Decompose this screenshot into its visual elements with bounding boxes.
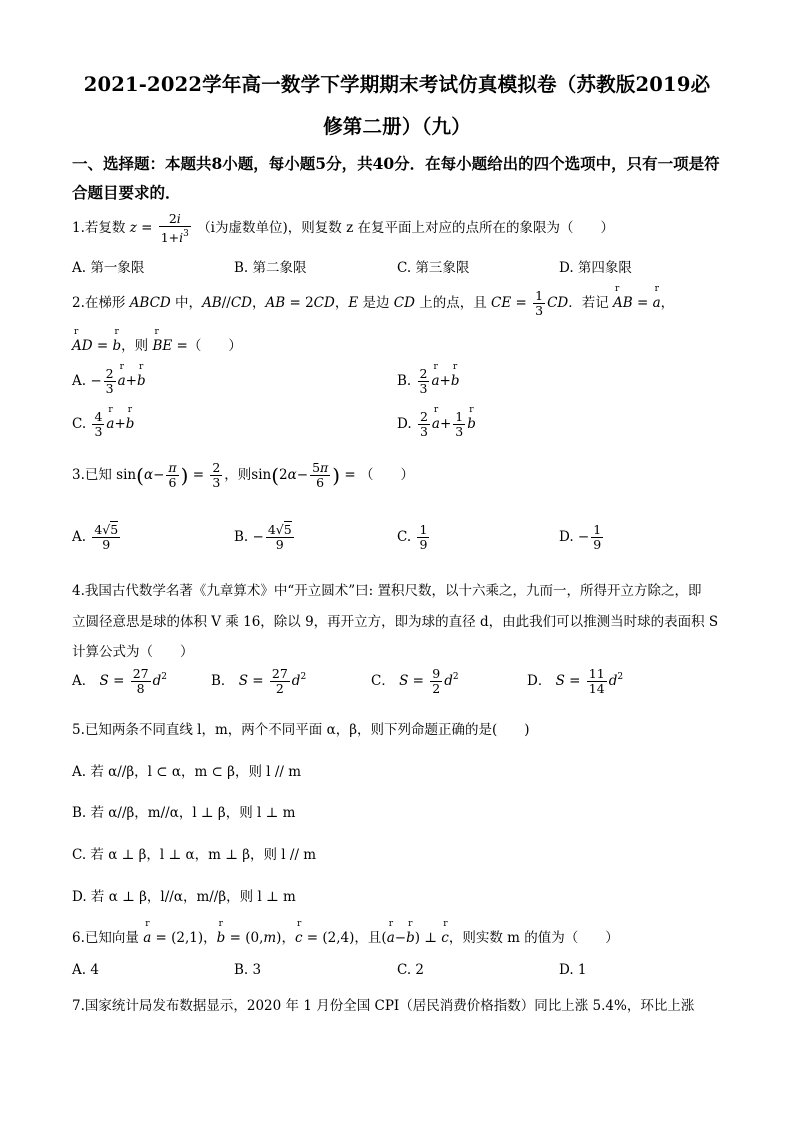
q3-option-a-label: A.	[72, 529, 87, 545]
q2-option-d-label: D.	[397, 416, 412, 432]
question-4-line3: 计算公式为（ ）	[72, 644, 194, 660]
question-3-stem: 3.已知 sin(α− $\frac{\pi}{6}$ ) = $\frac{2}{3}$ ，则sin(2α− $\frac{5\pi}{6}$ ) = （ ）	[72, 460, 414, 490]
q3-option-d: D. − $\frac{1}{9}$	[559, 522, 602, 552]
q6-prefix: 6.已知向量	[72, 930, 139, 946]
q3-option-a: A. $\frac{4√5}{9}$	[72, 522, 119, 552]
q1-option-b: B. 第二象限	[234, 260, 307, 276]
q4-option-d-label: D．	[527, 673, 552, 689]
q2-option-a: A. − $\frac{2}{3}$ r a+r b	[72, 367, 146, 396]
q3-option-c-label: C.	[397, 529, 412, 545]
q6-option-a: A. 4	[72, 962, 99, 978]
q2-option-c-label: C.	[72, 416, 87, 432]
q2-option-c: C. $\frac{4}{3}$ r a+r b	[72, 410, 134, 439]
question-7-line1: 7.国家统计局发布数据显示，2020 年 1 月份全国 CPI（居民消费价格指数）同比上涨 5.4%，环比上涨	[72, 998, 695, 1014]
q6-suffix: ，则实数 m 的值为（ ）	[448, 930, 619, 946]
question-4-line1: 4.我国古代数学名著《九章算术》中“开立圆术”曰: 置积尺数，以十六乘之，九而一，所得开立方除之，即	[72, 583, 702, 599]
q4-option-a-label: A．	[72, 673, 96, 689]
q5-option-a: A. 若 α//β，l ⊂ α，m ⊂ β，则 l // m	[72, 764, 302, 780]
q1-option-c: C. 第三象限	[397, 260, 470, 276]
q3-option-c: C. $\frac{1}{9}$	[397, 522, 428, 552]
question-1-stem: 1.若复数 z = $\frac{2i}{1+i^3}$ （i为虚数单位)，则复数 z 在复平面上对应的点所在的象限为（ ）	[72, 211, 614, 245]
q1-option-d: D. 第四象限	[559, 260, 632, 276]
q4-option-b: B． S = $\frac{27}{2}$ $d^2$	[211, 666, 307, 696]
q6-option-c: C. 2	[397, 962, 425, 978]
q2-option-d: D. $\frac{2}{3}$ r a+ $\frac{1}{3}$ r b	[397, 410, 476, 439]
q1-suffix: （i为虚数单位)，则复数 z 在复平面上对应的点所在的象限为（ ）	[197, 220, 614, 236]
section-heading: 一、选择题：本题共8小题，每小题5分，共40分．在每小题给出的四个选项中，只有一项是符合题目要求的．	[72, 154, 720, 202]
q3-option-b-label: B.	[234, 529, 249, 545]
q3-prefix: 3.已知	[72, 467, 112, 483]
q3-option-b: B. − $\frac{4√5}{9}$	[234, 522, 292, 552]
question-2-stem-line1: 2.在梯形 ABCD 中，AB//CD，AB = 2CD，E 是边 CD 上的点，且 CE = $\frac{1}{3}$ CD．若记 r AB = r a，	[72, 289, 674, 318]
question-4-line2: 立圆径意思是球的体积 V 乘 16，除以 9，再开立方，即为球的直径 d，由此我们可以推测当时球的表面积 S	[72, 614, 719, 630]
q2-fraction: $\frac{1}{3}$	[535, 288, 544, 318]
q3-blank: （ ）	[359, 467, 414, 483]
exam-title-line2: 修第二册）（九）	[323, 115, 471, 138]
q1-prefix: 1.若复数	[72, 220, 126, 236]
q1-option-a: A. 第一象限	[72, 260, 145, 276]
q2-option-b: B. $\frac{2}{3}$ r a+r b	[397, 367, 460, 396]
q4-option-a: A． S = $\frac{27}{8}$ $d^2$	[72, 666, 167, 696]
q4-option-c: C． S = $\frac{9}{2}$ $d^2$	[371, 666, 459, 696]
exam-title-line1: 2021-2022学年高一数学下学期期末考试仿真模拟卷（苏教版2019必	[83, 73, 711, 96]
q3-then: ，则	[224, 467, 252, 483]
q6-option-b: B. 3	[234, 962, 262, 978]
q3-option-d-label: D.	[559, 529, 574, 545]
q6-option-d: D. 1	[559, 962, 587, 978]
q2-option-b-label: B.	[397, 373, 412, 389]
q4-option-b-label: B．	[211, 673, 235, 689]
question-5-stem: 5.已知两条不同直线 l，m，两个不同平面 α，β，则下列命题正确的是( )	[72, 722, 530, 738]
q5-option-b: B. 若 α//β，m//α，l ⊥ β，则 l ⊥ m	[72, 805, 296, 821]
q2-option-a-label: A.	[72, 373, 87, 389]
question-2-stem-line2: r AD = r b，则 r BE =（ ）	[72, 334, 242, 354]
q2-then: ，则	[121, 338, 149, 354]
q2-prefix: 2.在梯形	[72, 295, 126, 311]
q4-option-c-label: C．	[371, 673, 395, 689]
q5-option-c: C. 若 α ⊥ β，l ⊥ α，m ⊥ β，则 l // m	[72, 847, 317, 863]
q5-option-d: D. 若 α ⊥ β，l//α，m//β，则 l ⊥ m	[72, 889, 296, 905]
q1-fraction: $\frac{2i}{1+i^3}$	[160, 211, 189, 245]
question-6-stem: 6.已知向量 r a = (2,1)，r b = (0,m)，r c = (2,4)，且(r a−r b) ⊥ r c，则实数 m 的值为（ ）	[72, 926, 619, 946]
q4-option-d: D． S = $\frac{11}{14}$ $d^2$	[527, 666, 624, 696]
